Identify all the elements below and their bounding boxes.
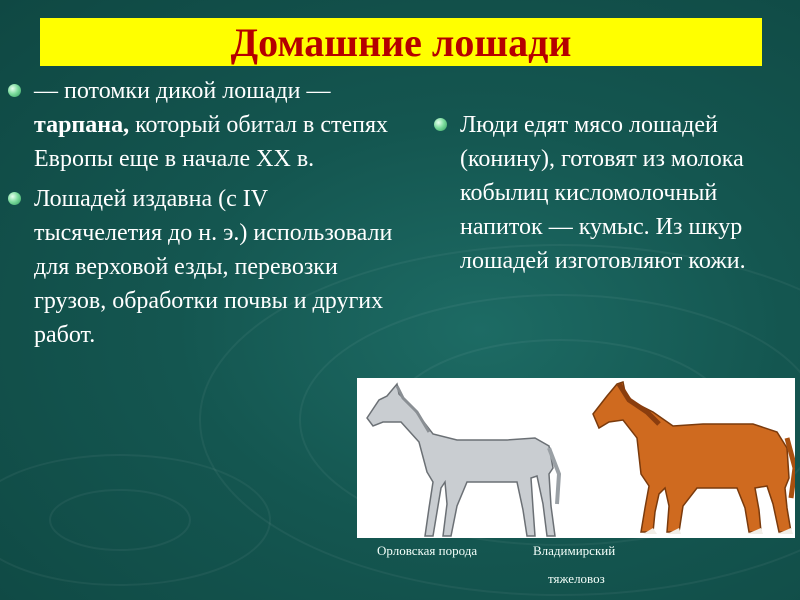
caption-orlov: Орловская порода xyxy=(377,543,478,558)
horses-illustration xyxy=(357,378,795,538)
bullet-dot-icon xyxy=(8,84,21,97)
left-column xyxy=(6,74,396,358)
bullet-text-part2: который обитал в степях Европы еще в начале XX в. xyxy=(34,112,389,172)
title-bar xyxy=(40,18,762,66)
bullet-text-bold: тарпана, xyxy=(34,112,130,138)
bullet-text: Лошадей издавна (с IV тысячелетия до н. э.) использовали для верховой езды, перевозки грузов, обработки почвы и других работ. xyxy=(34,186,393,348)
caption-vladimir-line2: тяжеловоз xyxy=(548,571,605,586)
right-column xyxy=(432,108,782,284)
horses-image xyxy=(357,378,795,538)
bullet-dot-icon xyxy=(8,192,21,205)
bullet-text-part1: — потомки дикой лошади — xyxy=(34,78,331,104)
bullet-ancestry xyxy=(6,74,396,176)
caption-vladimir-line1: Владимирский xyxy=(533,543,616,558)
bullet-products xyxy=(432,108,782,278)
bullet-text: Люди едят мясо лошадей (конину), готовят из молока кобылиц кисломолочный напиток — кумыс. Из шкур лошадей изготовляют кожи. xyxy=(460,112,746,274)
slide-title: Домашние лошади xyxy=(230,19,572,65)
grey-horse-icon xyxy=(367,384,559,536)
bullet-dot-icon xyxy=(434,118,447,131)
chestnut-horse-icon xyxy=(593,382,795,534)
bullet-usage xyxy=(6,182,396,352)
